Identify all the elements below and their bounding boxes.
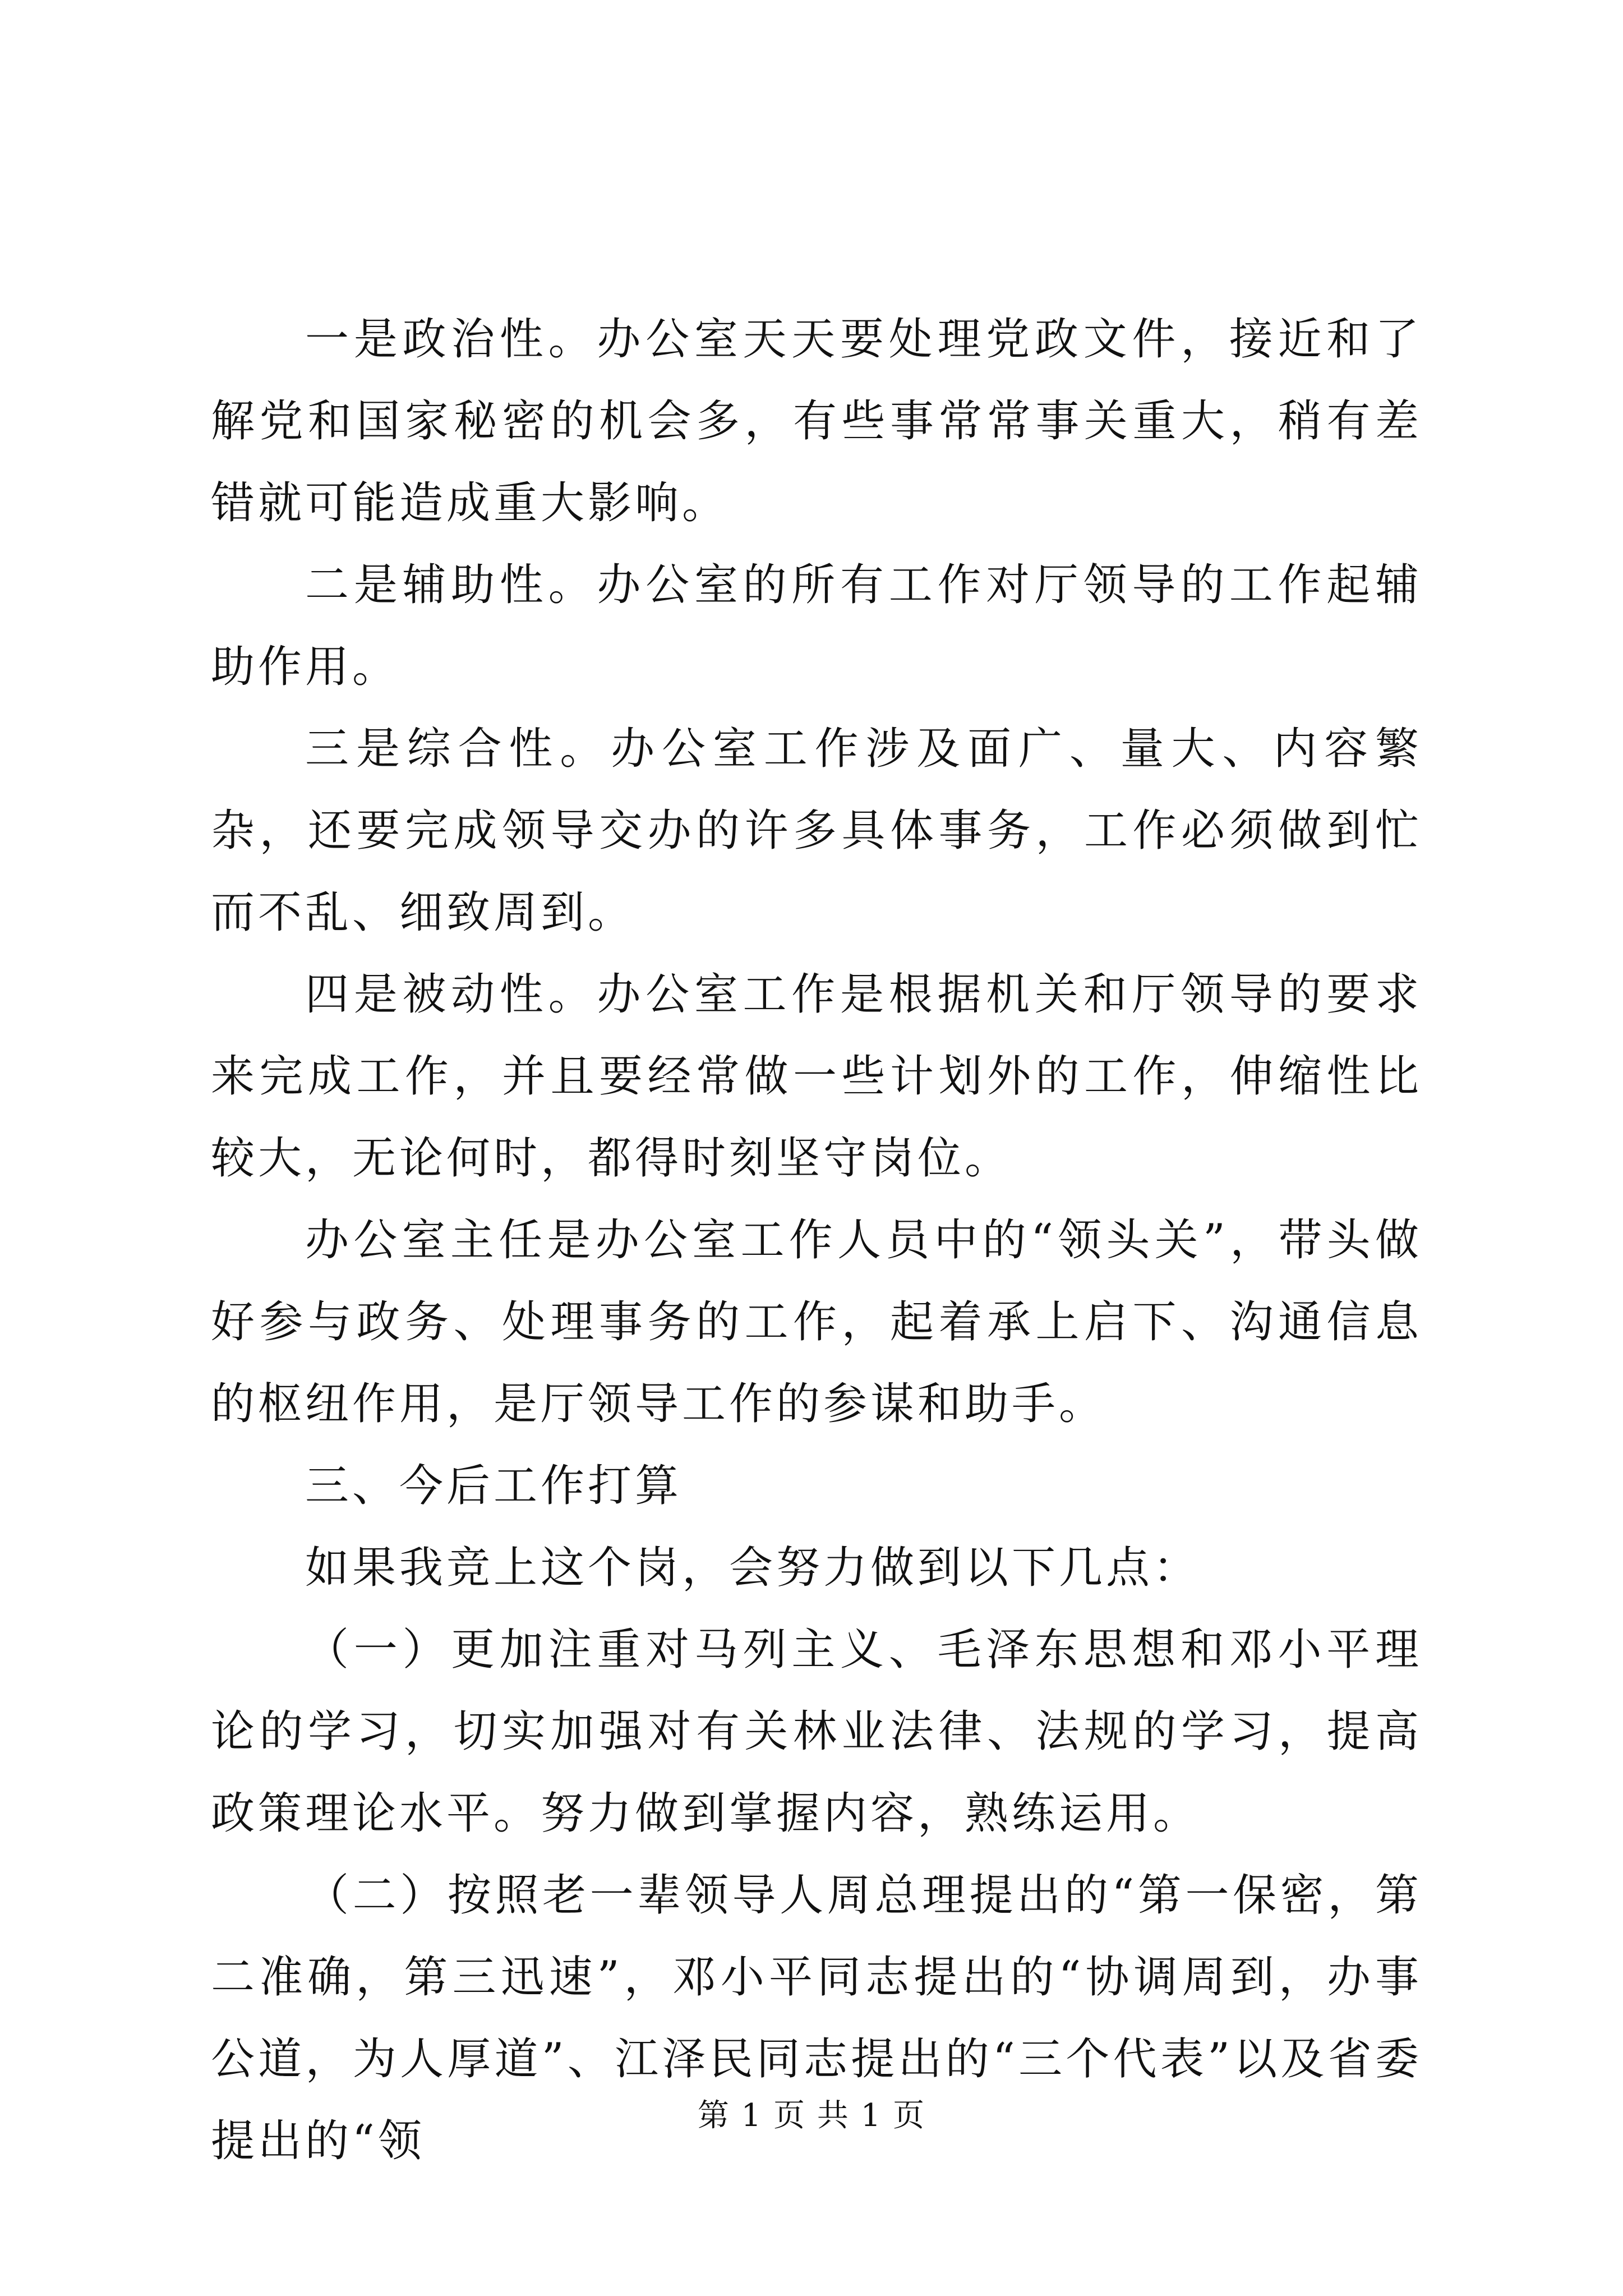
- section-heading: 三、今后工作打算: [305, 1461, 683, 1511]
- list-item-two: （二）按照老一辈领导人周总理提出的“第一保密，第二准确，第三迅速”，邓小平同志提出的“协调周到，办事公道，为人厚道”、江泽民同志提出的“三个代表”以及省委提出的“领: [211, 1870, 1422, 2166]
- paragraph-auxiliary: 二是辅助性。办公室的所有工作对厅领导的工作起辅助作用。: [211, 560, 1422, 692]
- document-body: [211, 298, 1422, 2182]
- paragraph-intro-points: 如果我竞上这个岗，会努力做到以下几点：: [305, 1543, 1201, 1593]
- page-footer: 第 1 页 共 1 页: [697, 2097, 926, 2134]
- paragraph-political: 一是政治性。办公室天天要处理党政文件，接近和了解党和国家秘密的机会多，有些事常常事关重大，稍有差错就可能造成重大影响。: [211, 314, 1422, 528]
- paragraph-comprehensive: 三是综合性。办公室工作涉及面广、量大、内容繁杂，还要完成领导交办的许多具体事务，工作必须做到忙而不乱、细致周到。: [211, 724, 1422, 938]
- list-item-one: （一）更加注重对马列主义、毛泽东思想和邓小平理论的学习，切实加强对有关林业法律、法规的学习，提高政策理论水平。努力做到掌握内容，熟练运用。: [211, 1625, 1422, 1839]
- paragraph-passive: 四是被动性。办公室工作是根据机关和厅领导的要求来完成工作，并且要经常做一些计划外的工作，伸缩性比较大，无论何时，都得时刻坚守岗位。: [211, 969, 1422, 1184]
- paragraph-director-role: 办公室主任是办公室工作人员中的“领头关”，带头做好参与政务、处理事务的工作，起着承上启下、沟通信息的枢纽作用，是厅领导工作的参谋和助手。: [211, 1215, 1422, 1429]
